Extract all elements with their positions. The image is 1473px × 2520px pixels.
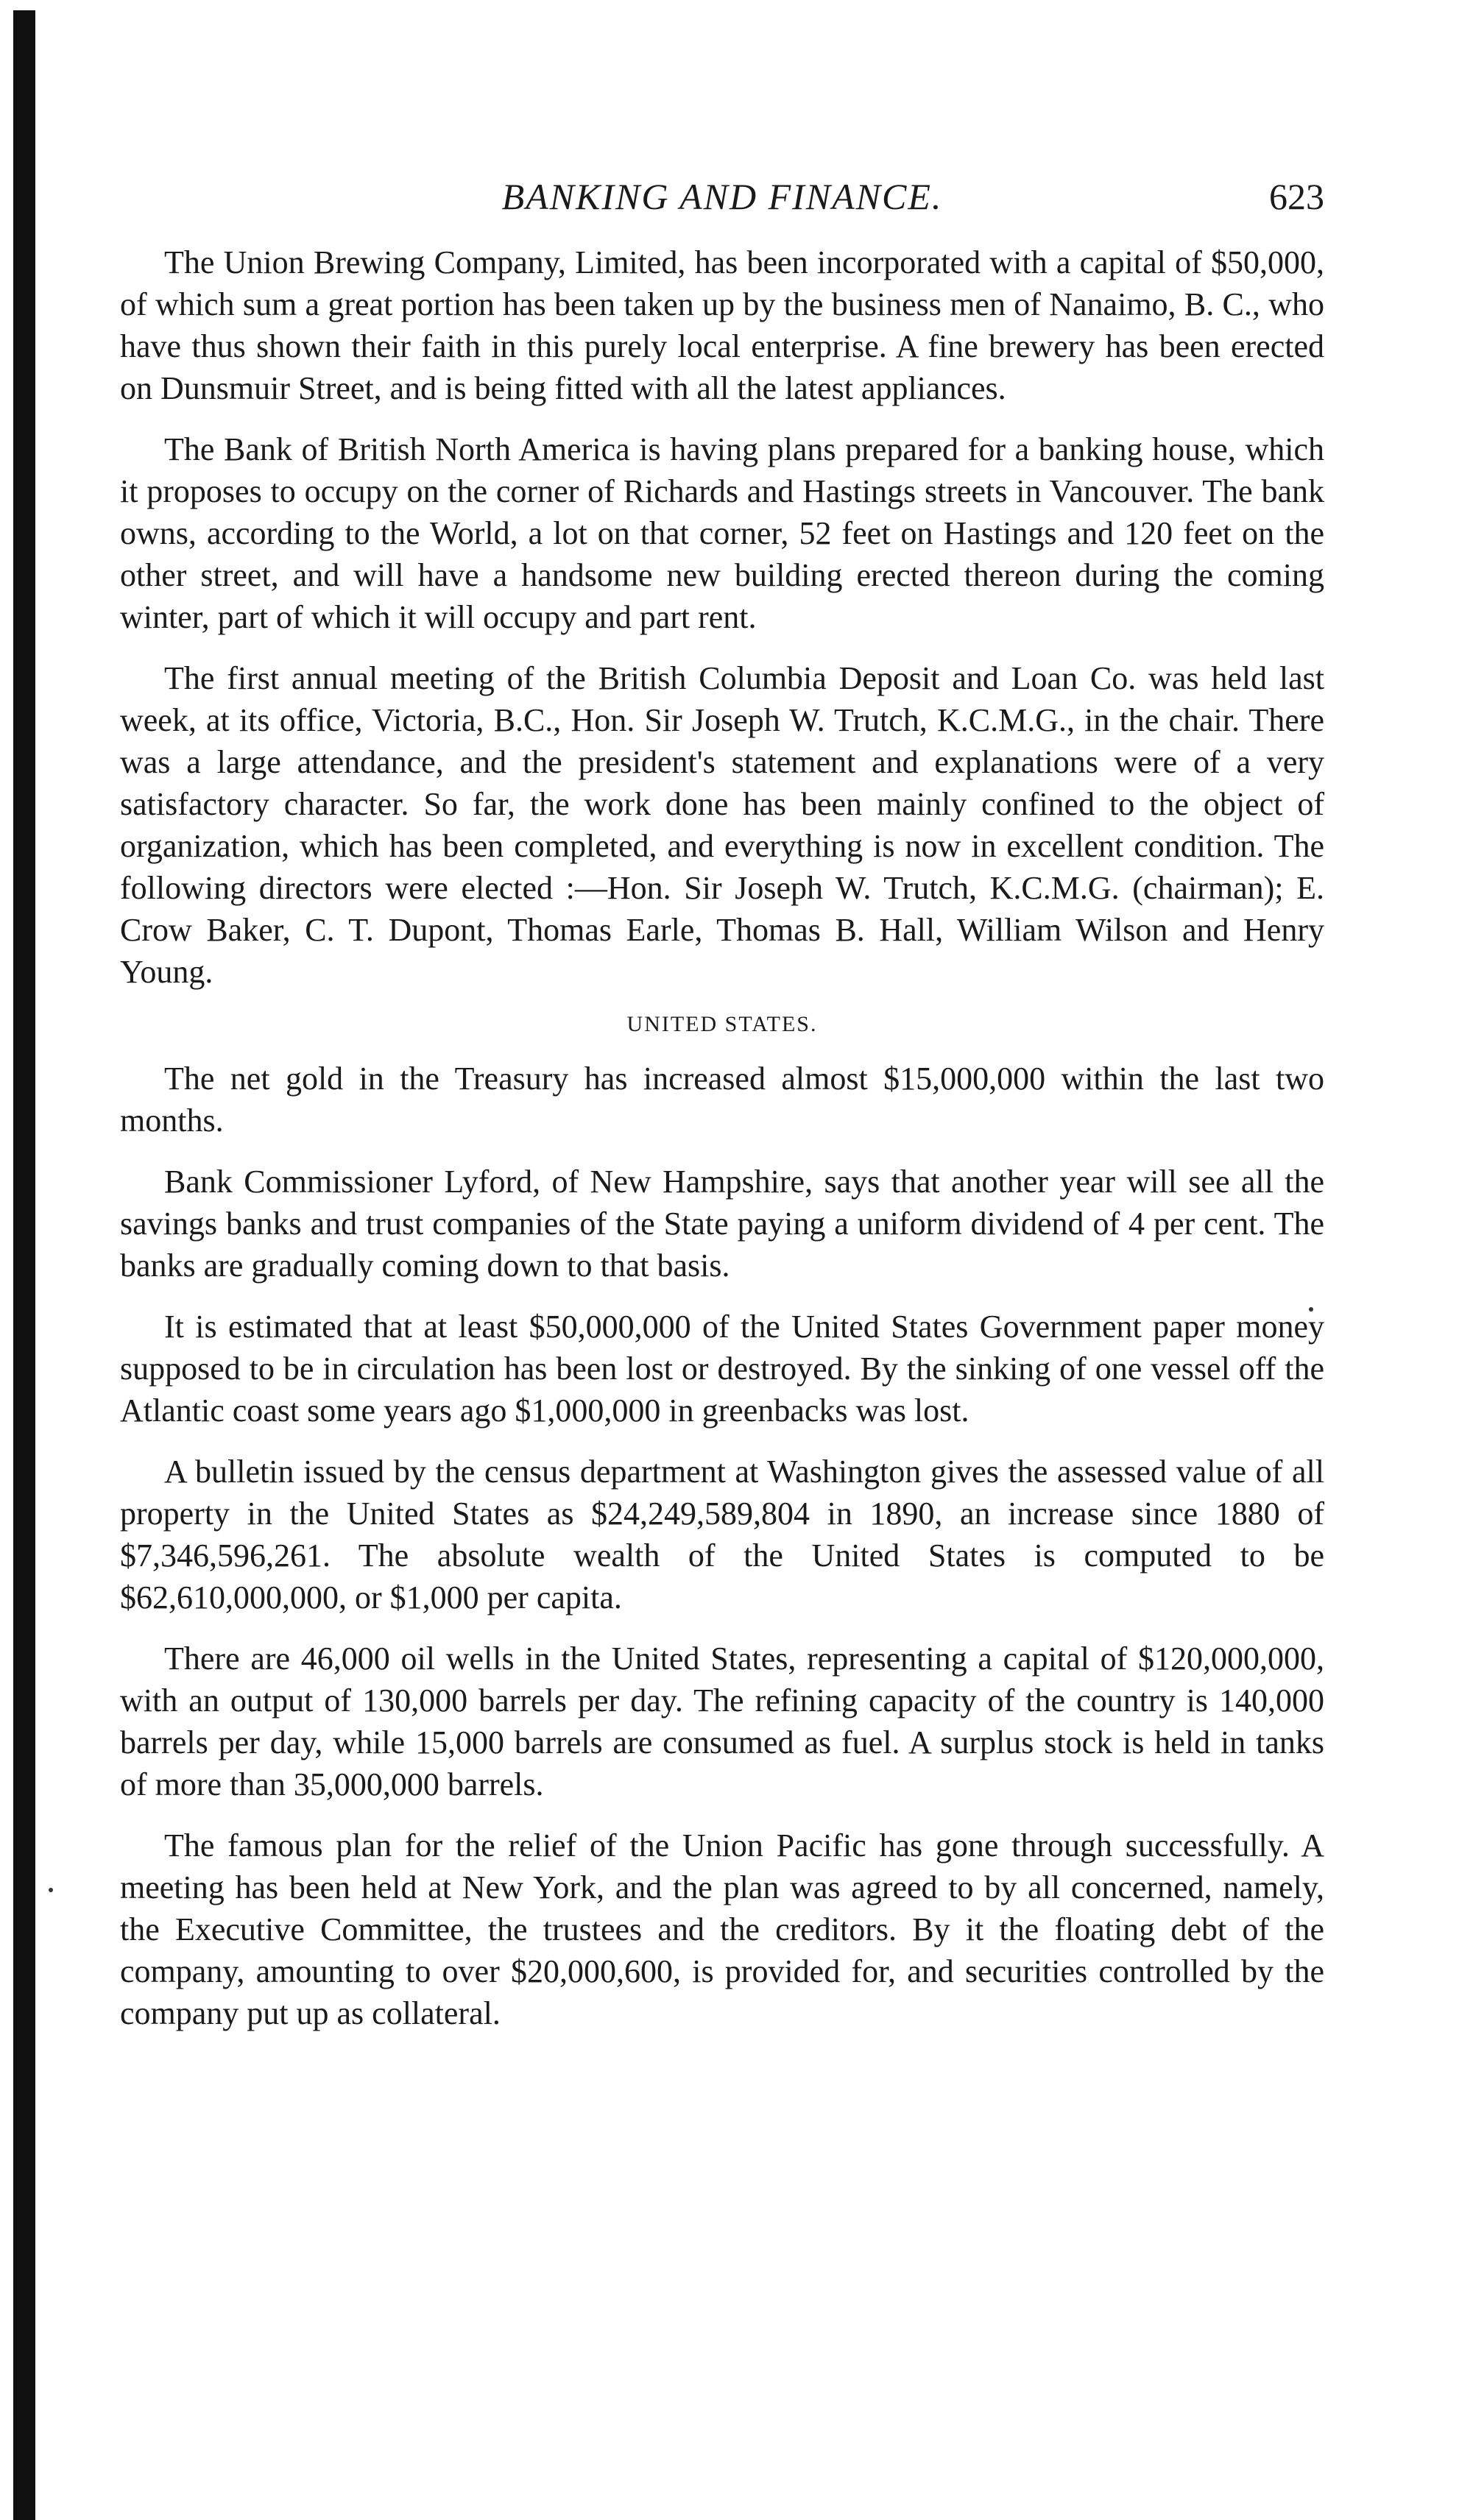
running-head (120, 175, 1324, 241)
page-number: 623 (1269, 176, 1324, 217)
section-heading-united-states: UNITED STATES. (626, 1012, 818, 1036)
paragraph-union-brewing: The Union Brewing Company, Limited, has been incorporated with a capital of $50,000, of which sum a great portion has been taken up by the business men of Nanaimo, B. C., who have thus shown their faith in this purely local enterprise. A fine brewery has been erected on Dunsmuir Street, and is being fitted with all the latest appliances. (120, 244, 1324, 406)
paragraph-oil-wells: There are 46,000 oil wells in the United States, representing a capital of $120,000,000, with an output of 130,000 barrels per day. The refining capacity of the country is 140,000 barrels per day, while 15,000 barrels are consumed as fuel. A surplus stock is held in tanks of more than 35,000,000 barrels. (120, 1641, 1324, 1802)
page-binding-edge (13, 10, 35, 2520)
paragraph-treasury-gold: The net gold in the Treasury has increased almost $15,000,000 within the last two months. (120, 1061, 1324, 1139)
stray-ink-mark (49, 1888, 53, 1892)
paragraph-census-property-value: A bulletin issued by the census department at Washington gives the assessed value of all property in the United States as $24,249,589,804 in 1890, an increase since 1880 of $7,346,596,261. The absolute wealth of the United States is computed to be $62,610,000,000, or $1,000 per capita. (120, 1454, 1324, 1615)
book-page (120, 175, 1324, 2053)
paragraph-union-pacific-relief: The famous plan for the relief of the Union Pacific has gone through successfully. A meeting has been held at New York, and the plan was agreed to by all concerned, namely, the Executive Committee, the trustees and the creditors. By it the floating debt of the company, amounting to over $20,000,600, is provided for, and securities controlled by the company put up as collateral. (120, 1827, 1324, 2031)
paragraph-bank-british-north-america: The Bank of British North America is having plans prepared for a banking house, which it proposes to occupy on the corner of Richards and Hastings streets in Vancouver. The bank owns, according to the World, a lot on that corner, 52 feet on Hastings and 120 feet on the other street, and will have a handsome new building erected thereon during the coming winter, part of which it will occupy and part rent. (120, 431, 1324, 635)
paragraph-lyford-dividend: Bank Commissioner Lyford, of New Hampshire, says that another year will see all the savings banks and trust companies of the State paying a uniform dividend of 4 per cent. The banks are gradually coming down to that basis. (120, 1164, 1324, 1284)
paragraph-bc-deposit-loan: The first annual meeting of the British Columbia Deposit and Loan Co. was held last week, at its office, Victoria, B.C., Hon. Sir Joseph W. Trutch, K.C.M.G., in the chair. There was a large attendance, and the president's statement and explanations were of a very satisfactory character. So far, the work done has been mainly confined to the object of organization, which has been completed, and everything is now in excellent condition. The following directors were elected :—Hon. Sir Joseph W. Trutch, K.C.M.G. (chairman); E. Crow Baker, C. T. Dupont, Thomas Earle, Thomas B. Hall, William Wilson and Henry Young. (120, 660, 1324, 990)
running-title: BANKING AND FINANCE. (501, 176, 943, 217)
paragraph-lost-paper-money: It is estimated that at least $50,000,000 of the United States Government paper money supposed to be in circulation has been lost or destroyed. By the sinking of one vessel off the Atlantic coast some years ago $1,000,000 in greenbacks was lost. (120, 1309, 1324, 1429)
